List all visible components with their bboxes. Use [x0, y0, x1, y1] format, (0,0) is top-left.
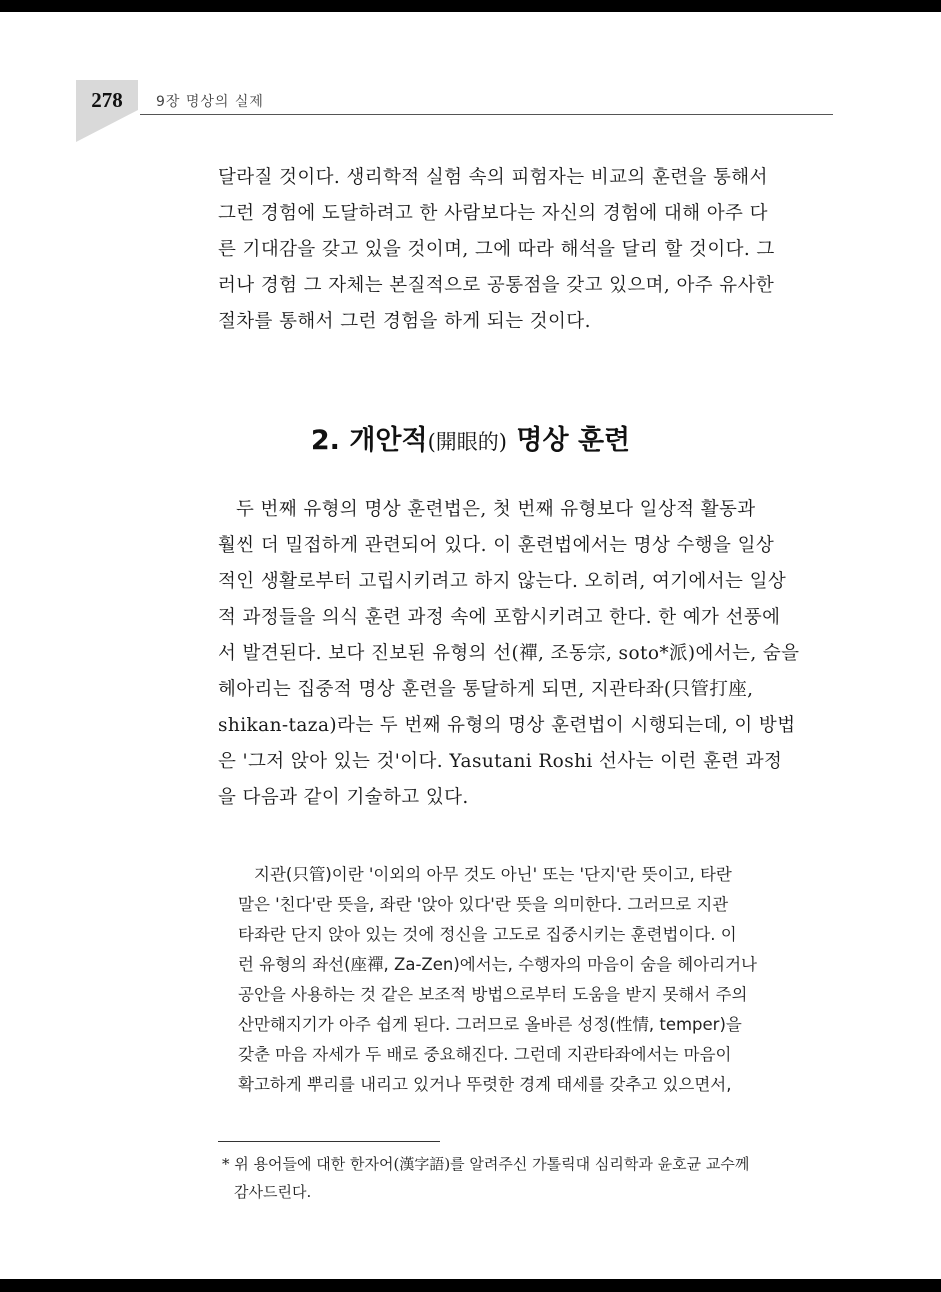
text-line: shikan-taza)라는 두 번째 유형의 명상 훈련법이 시행되는데, 이 방법	[218, 715, 796, 736]
text-line: 서 발견된다. 보다 진보된 유형의 선(禪, 조동宗, soto*派)에서는, 숨을	[218, 643, 800, 664]
text-line: 을 다음과 같이 기술하고 있다.	[218, 787, 469, 808]
footnote-line: * 위 용어들에 대한 한자어(漢字語)를 알려주신 가톨릭대 심리학과 윤호균 교수께	[222, 1155, 750, 1173]
section-heading-rest: 명상 훈련	[516, 425, 631, 456]
text-line: 른 기대감을 갖고 있을 것이며, 그에 따라 해석을 달리 할 것이다. 그	[218, 239, 775, 260]
text-line: 절차를 통해서 그런 경험을 하게 되는 것이다.	[218, 311, 591, 332]
block-quote	[238, 860, 813, 1100]
page-number: 278	[91, 88, 123, 112]
body-paragraph	[218, 492, 833, 816]
quote-line: 런 유형의 좌선(座禪, Za-Zen)에서는, 수행자의 마음이 숨을 헤아리거나	[238, 955, 757, 974]
quote-line: 지관(只管)이란 '이외의 아무 것도 아닌' 또는 '단지'란 뜻이고, 타란	[254, 865, 732, 884]
footnote	[222, 1150, 834, 1206]
footnote-line: 감사드린다.	[234, 1183, 312, 1201]
text-line: 적 과정들을 의식 훈련 과정 속에 포함시키려고 한다. 한 예가 선풍에	[218, 607, 781, 628]
quote-line: 산만해지기가 아주 쉽게 된다. 그러므로 올바른 성정(性情, temper)을	[238, 1015, 742, 1034]
bottom-scan-border	[0, 1279, 941, 1292]
quote-line: 말은 '친다'란 뜻을, 좌란 '앉아 있다'란 뜻을 의미한다. 그러므로 지관	[238, 895, 729, 914]
quote-line: 공안을 사용하는 것 같은 보조적 방법으로부터 도움을 받지 못해서 주의	[238, 985, 748, 1004]
text-line: 그런 경험에 도달하려고 한 사람보다는 자신의 경험에 대해 아주 다	[218, 203, 768, 224]
text-line: 달라질 것이다. 생리학적 실험 속의 피험자는 비교의 훈련을 통해서	[218, 167, 768, 188]
text-line: 헤아리는 집중적 명상 훈련을 통달하게 되면, 지관타좌(只管打座,	[218, 679, 754, 700]
section-heading	[0, 418, 941, 457]
paragraph-continuation	[218, 160, 833, 340]
text-line: 러나 경험 그 자체는 본질적으로 공통점을 갖고 있으며, 아주 유사한	[218, 275, 775, 296]
footnote-rule	[218, 1141, 440, 1142]
text-line: 적인 생활로부터 고립시키려고 하지 않는다. 오히려, 여기에서는 일상	[218, 571, 787, 592]
section-heading-hanja: (開眼的)	[427, 430, 507, 454]
text-line: 두 번째 유형의 명상 훈련법은, 첫 번째 유형보다 일상적 활동과	[236, 499, 756, 520]
quote-line: 타좌란 단지 앉아 있는 것에 정신을 고도로 집중시키는 훈련법이다. 이	[238, 925, 737, 944]
quote-line: 갖춘 마음 자세가 두 배로 중요해진다. 그런데 지관타좌에서는 마음이	[238, 1045, 732, 1064]
running-head: 9장 명상의 실제	[156, 94, 264, 110]
header-rule	[140, 114, 833, 115]
top-scan-border	[0, 0, 941, 12]
text-line: 훨씬 더 밀접하게 관련되어 있다. 이 훈련법에서는 명상 수행을 일상	[218, 535, 775, 556]
quote-line: 확고하게 뿌리를 내리고 있거나 뚜렷한 경계 태세를 갖추고 있으면서,	[238, 1075, 732, 1094]
text-line: 은 '그저 앉아 있는 것'이다. Yasutani Roshi 선사는 이런 훈련 과정	[218, 751, 783, 772]
section-heading-main: 2. 개안적	[310, 425, 428, 456]
